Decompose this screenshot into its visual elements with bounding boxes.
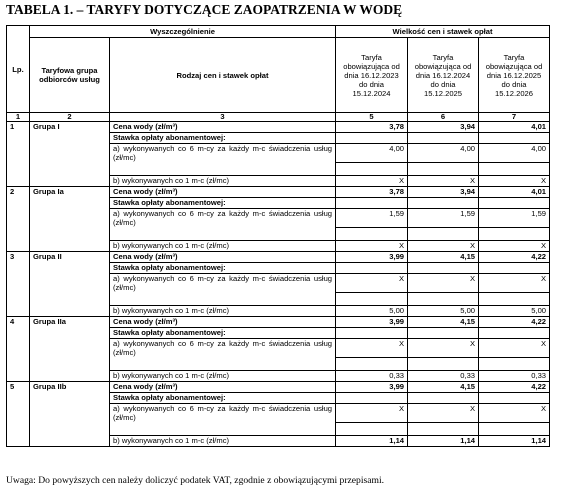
option-a-value: X (336, 404, 408, 423)
empty-cell (408, 163, 479, 176)
option-b-value: 0,33 (479, 371, 550, 382)
cena-value: 4,01 (479, 122, 550, 133)
col-number: 5 (336, 113, 408, 122)
cena-label: Cena wody (zł/m³) (110, 252, 336, 263)
header-lp: Lp. (7, 26, 30, 113)
option-b-value: 1,14 (479, 436, 550, 447)
cena-value: 4,15 (408, 317, 479, 328)
option-a-value: X (336, 274, 408, 293)
col-number: 1 (7, 113, 30, 122)
table-title: TABELA 1. – TARYFY DOTYCZĄCE ZAOPATRZENIA W WODĘ (6, 2, 403, 17)
empty-cell (408, 393, 479, 404)
empty-cell (408, 423, 479, 436)
stawka-label: Stawka opłaty abonamentowej: (110, 328, 336, 339)
option-a-value: X (408, 274, 479, 293)
option-a-value: X (479, 339, 550, 358)
table-row-cena (7, 317, 550, 328)
empty-cell (479, 358, 550, 371)
empty-cell (479, 228, 550, 241)
header-tariff-group: Taryfowa grupa odbiorców usług (30, 38, 110, 113)
table-row-cena (7, 187, 550, 198)
row-group: Grupa IIb (30, 382, 110, 447)
option-a-value: 4,00 (479, 144, 550, 163)
header-period-2 (408, 38, 479, 113)
option-b-value: X (336, 241, 408, 252)
cena-value: 3,99 (336, 317, 408, 328)
option-b-value: 5,00 (408, 306, 479, 317)
empty-cell (336, 328, 408, 339)
option-b-value: 5,00 (479, 306, 550, 317)
option-b-label: b) wykonywanych co 1 m-c (zł/mc) (110, 436, 336, 447)
option-a-label: a) wykonywanych co 6 m-cy za każdy m-c świadczenia usług (zł/mc) (110, 274, 336, 306)
empty-cell (336, 358, 408, 371)
option-a-value: X (479, 274, 550, 293)
header-wielkosc: Wielkość cen i stawek opłat (336, 26, 550, 38)
empty-cell (408, 293, 479, 306)
empty-cell (479, 263, 550, 274)
empty-cell (479, 293, 550, 306)
table-row-cena (7, 382, 550, 393)
option-b-value: 5,00 (336, 306, 408, 317)
header-rodzaj: Rodzaj cen i stawek opłat (110, 38, 336, 113)
option-a-value: X (408, 339, 479, 358)
header-period-3 (479, 38, 550, 113)
col-number: 2 (30, 113, 110, 122)
cena-label: Cena wody (zł/m³) (110, 317, 336, 328)
option-a-label: a) wykonywanych co 6 m-cy za każdy m-c świadczenia usług (zł/mc) (110, 144, 336, 176)
header-wyszczegolnienie: Wyszczególnienie (30, 26, 336, 38)
row-lp: 3 (7, 252, 30, 317)
option-b-value: X (479, 241, 550, 252)
row-group: Grupa II (30, 252, 110, 317)
empty-cell (408, 198, 479, 209)
cena-label: Cena wody (zł/m³) (110, 382, 336, 393)
option-a-label: a) wykonywanych co 6 m-cy za każdy m-c świadczenia usług (zł/mc) (110, 339, 336, 371)
table-row-cena (7, 252, 550, 263)
cena-label: Cena wody (zł/m³) (110, 122, 336, 133)
option-b-label: b) wykonywanych co 1 m-c (zł/mc) (110, 241, 336, 252)
cena-value: 3,78 (336, 187, 408, 198)
empty-cell (336, 263, 408, 274)
empty-cell (408, 358, 479, 371)
cena-label: Cena wody (zł/m³) (110, 187, 336, 198)
period-3-text: Taryfa obowiązująca od dnia 16.12.2025 do dnia 15.12.2026 (485, 52, 543, 98)
empty-cell (408, 328, 479, 339)
empty-cell (336, 228, 408, 241)
period-2-text: Taryfa obowiązująca od dnia 16.12.2024 do dnia 15.12.2025 (414, 52, 472, 98)
col-number: 3 (110, 113, 336, 122)
option-a-label: a) wykonywanych co 6 m-cy za każdy m-c świadczenia usług (zł/mc) (110, 209, 336, 241)
header-row-top (7, 26, 550, 38)
col-number: 7 (479, 113, 550, 122)
stawka-label: Stawka opłaty abonamentowej: (110, 393, 336, 404)
cena-value: 4,22 (479, 382, 550, 393)
option-a-value: 4,00 (408, 144, 479, 163)
cena-value: 4,22 (479, 317, 550, 328)
stawka-label: Stawka opłaty abonamentowej: (110, 198, 336, 209)
cena-value: 3,94 (408, 187, 479, 198)
cena-value: 3,78 (336, 122, 408, 133)
option-a-value: 1,59 (408, 209, 479, 228)
empty-cell (336, 133, 408, 144)
option-b-value: 1,14 (336, 436, 408, 447)
option-b-label: b) wykonywanych co 1 m-c (zł/mc) (110, 371, 336, 382)
option-a-value: 4,00 (336, 144, 408, 163)
option-a-value: X (479, 404, 550, 423)
empty-cell (479, 163, 550, 176)
stawka-label: Stawka opłaty abonamentowej: (110, 263, 336, 274)
option-a-value: X (408, 404, 479, 423)
empty-cell (408, 263, 479, 274)
option-a-value: X (336, 339, 408, 358)
row-group: Grupa IIa (30, 317, 110, 382)
empty-cell (408, 228, 479, 241)
option-b-value: X (336, 176, 408, 187)
empty-cell (479, 423, 550, 436)
row-group: Grupa Ia (30, 187, 110, 252)
empty-cell (336, 423, 408, 436)
option-b-value: X (479, 176, 550, 187)
option-b-value: X (408, 241, 479, 252)
empty-cell (408, 133, 479, 144)
option-b-label: b) wykonywanych co 1 m-c (zł/mc) (110, 176, 336, 187)
period-1-text: Taryfa obowiązująca od dnia 16.12.2023 do dnia 15.12.2024 (343, 52, 400, 98)
empty-cell (479, 198, 550, 209)
empty-cell (336, 198, 408, 209)
empty-cell (336, 393, 408, 404)
cena-value: 3,99 (336, 252, 408, 263)
option-b-label: b) wykonywanych co 1 m-c (zł/mc) (110, 306, 336, 317)
option-b-value: 0,33 (408, 371, 479, 382)
tariff-table (6, 25, 550, 447)
column-number-row (7, 113, 550, 122)
empty-cell (336, 163, 408, 176)
vat-note: Uwaga: Do powyższych cen należy doliczyć podatek VAT, zgodnie z obowiązującymi przepisami. (6, 475, 385, 486)
cena-value: 4,15 (408, 252, 479, 263)
cena-value: 3,99 (336, 382, 408, 393)
header-period-1 (336, 38, 408, 113)
cena-value: 4,15 (408, 382, 479, 393)
empty-cell (479, 393, 550, 404)
row-lp: 5 (7, 382, 30, 447)
option-a-value: 1,59 (336, 209, 408, 228)
empty-cell (479, 133, 550, 144)
empty-cell (479, 328, 550, 339)
row-lp: 2 (7, 187, 30, 252)
row-lp: 4 (7, 317, 30, 382)
option-b-value: X (408, 176, 479, 187)
table-row-cena (7, 122, 550, 133)
stawka-label: Stawka opłaty abonamentowej: (110, 133, 336, 144)
cena-value: 4,22 (479, 252, 550, 263)
option-b-value: 0,33 (336, 371, 408, 382)
option-b-value: 1,14 (408, 436, 479, 447)
row-group: Grupa I (30, 122, 110, 187)
empty-cell (336, 293, 408, 306)
header-row-main (7, 38, 550, 113)
cena-value: 4,01 (479, 187, 550, 198)
option-a-label: a) wykonywanych co 6 m-cy za każdy m-c świadczenia usług (zł/mc) (110, 404, 336, 436)
cena-value: 3,94 (408, 122, 479, 133)
row-lp: 1 (7, 122, 30, 187)
option-a-value: 1,59 (479, 209, 550, 228)
col-number: 6 (408, 113, 479, 122)
